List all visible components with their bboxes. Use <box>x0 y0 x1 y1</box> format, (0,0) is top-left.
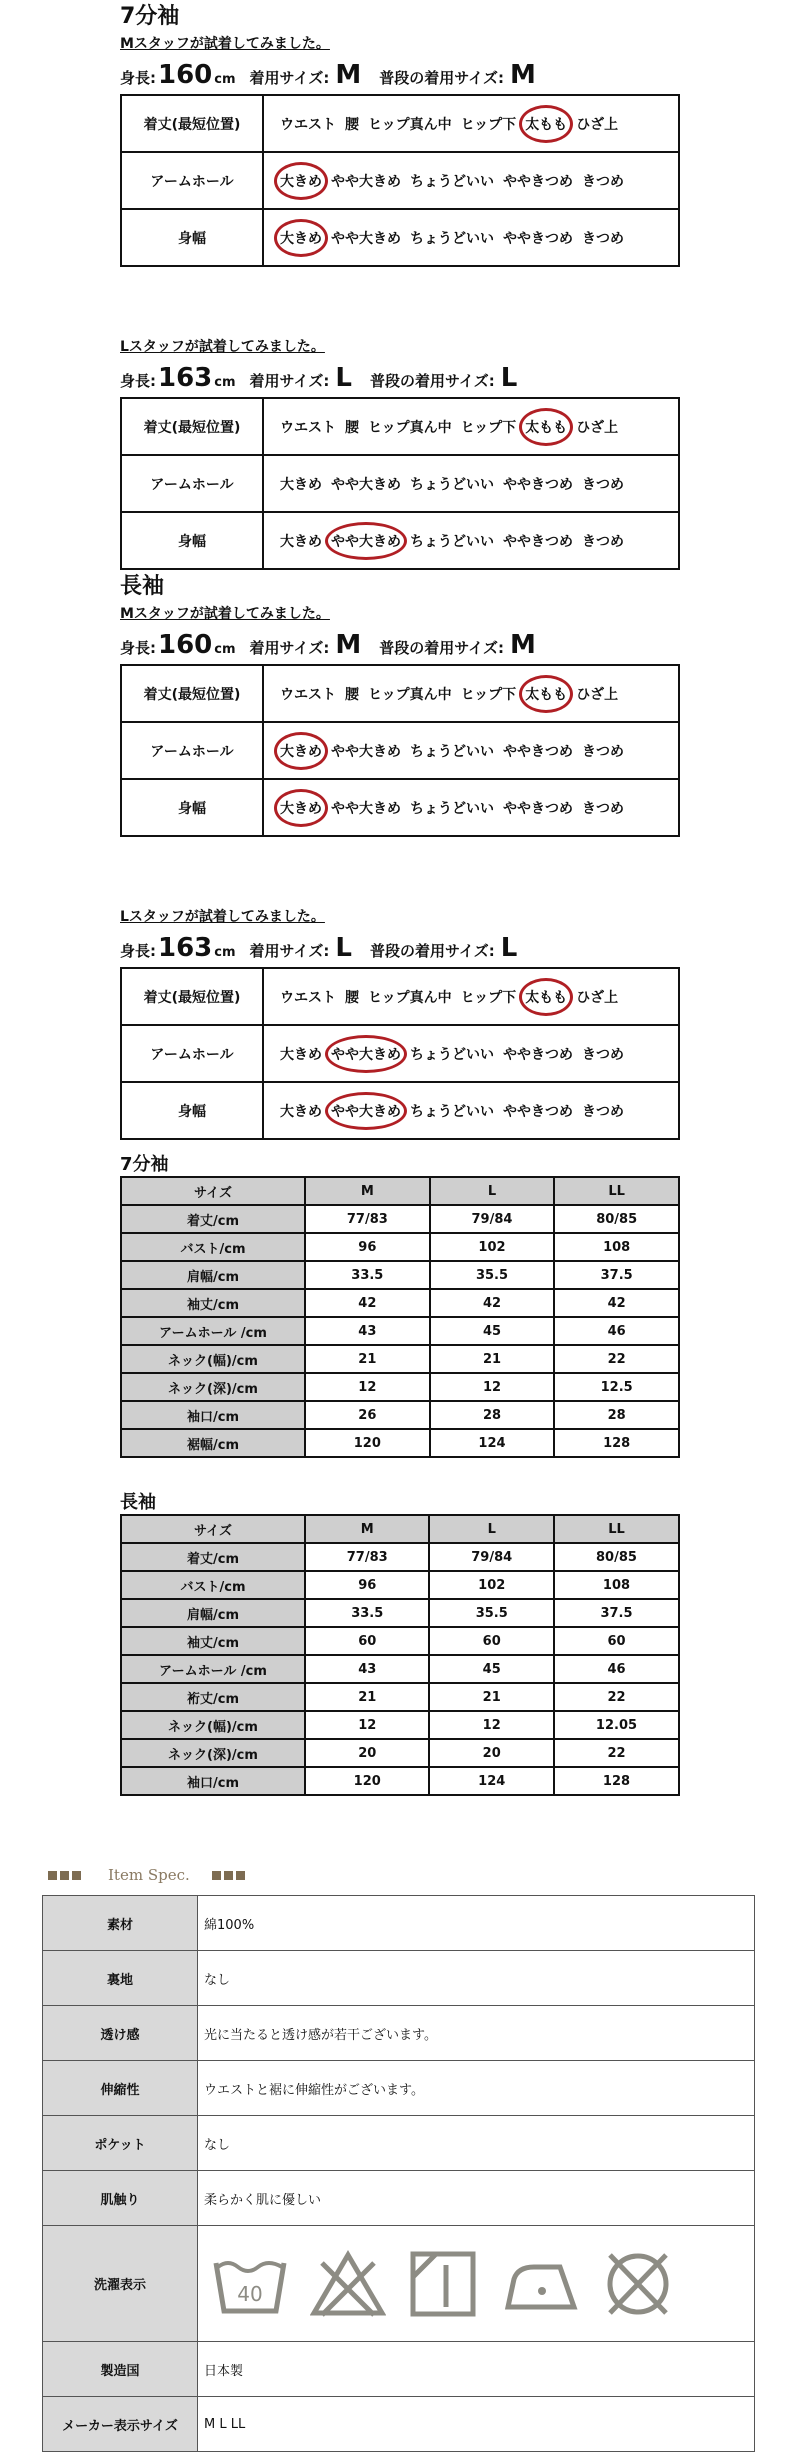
measure-header-cell: LL <box>554 1177 679 1205</box>
fit-options <box>263 1082 679 1139</box>
fit-row-label: アームホール <box>121 455 263 512</box>
height-line <box>120 626 680 664</box>
usual-label: 普段の着用サイズ: <box>379 69 505 87</box>
staff-title: Lスタッフが試着してみました。 <box>120 909 325 925</box>
spec-value: なし <box>198 2116 755 2171</box>
measure-cell: 35.5 <box>429 1599 553 1627</box>
measure-table-long <box>120 1514 680 1796</box>
spec-title: Item Spec. <box>108 1866 190 1884</box>
square-icon <box>72 1871 81 1880</box>
measure-cell: 12.05 <box>554 1711 679 1739</box>
fit-option: ちょうどいい <box>410 533 494 550</box>
spec-value: ウエストと裾に伸縮性がございます。 <box>198 2061 755 2116</box>
fit-row-label: 着丈(最短位置) <box>121 95 263 152</box>
fit-option: やや大きめ <box>331 743 401 760</box>
measure-cell: 12 <box>429 1711 553 1739</box>
height-unit: cm <box>214 945 236 960</box>
fit-option: ややきつめ <box>503 173 573 190</box>
wear-size: M <box>335 630 362 660</box>
fit-section <box>120 572 680 837</box>
fit-option: ややきつめ <box>503 533 573 550</box>
fit-options <box>263 779 679 836</box>
height-label: 身長: <box>120 639 156 657</box>
spec-row <box>43 2226 755 2342</box>
fit-options <box>263 968 679 1025</box>
spec-row <box>43 2006 755 2061</box>
fit-option: ヒップ真ん中 <box>368 989 452 1006</box>
measure-row <box>121 1401 679 1429</box>
measure-cell: 21 <box>305 1345 430 1373</box>
measure-row-label: 着丈/cm <box>121 1205 305 1233</box>
fit-option-selected: 太もも <box>525 417 567 437</box>
fit-options <box>263 1025 679 1082</box>
height-unit: cm <box>214 642 236 657</box>
measure-row-label: 袖丈/cm <box>121 1289 305 1317</box>
measure-row <box>121 1429 679 1457</box>
wear-label: 着用サイズ: <box>249 69 330 87</box>
measure-cell: 28 <box>554 1401 679 1429</box>
measure-table-7bu <box>120 1176 680 1458</box>
measure-cell: 20 <box>429 1739 553 1767</box>
measure-cell: 77/83 <box>305 1205 430 1233</box>
measure-cell: 33.5 <box>305 1599 429 1627</box>
fit-row <box>121 968 679 1025</box>
fit-option: ヒップ真ん中 <box>368 686 452 703</box>
staff-title: Mスタッフが試着してみました。 <box>120 36 330 52</box>
section-heading: 長袖 <box>120 574 165 599</box>
fit-option: やや大きめ <box>331 476 401 493</box>
fit-option: ひざ上 <box>576 686 619 703</box>
measure-cell: 42 <box>305 1289 430 1317</box>
measure-cell: 33.5 <box>305 1261 430 1289</box>
fit-option: ちょうどいい <box>410 1046 494 1063</box>
fit-table <box>120 94 680 267</box>
spec-label: 伸縮性 <box>43 2061 198 2116</box>
square-icon <box>60 1871 69 1880</box>
usual-size: L <box>500 363 518 393</box>
no-bleach-icon <box>310 2249 386 2319</box>
fit-row-label: 着丈(最短位置) <box>121 665 263 722</box>
fit-option-selected: 大きめ <box>280 741 322 761</box>
usual-size: L <box>500 933 518 963</box>
fit-option: ヒップ真ん中 <box>368 419 452 436</box>
care-icons <box>204 2249 754 2319</box>
measure-cell: 12 <box>430 1373 555 1401</box>
measure-row <box>121 1767 679 1795</box>
staff-title: Mスタッフが試着してみました。 <box>120 606 330 622</box>
fit-option: やや大きめ <box>331 173 401 190</box>
spec-label: 裏地 <box>43 1951 198 2006</box>
fit-option: 大きめ <box>280 1103 322 1120</box>
wear-label: 着用サイズ: <box>249 942 330 960</box>
spec-row <box>43 2171 755 2226</box>
height-unit: cm <box>214 72 236 87</box>
measure-row <box>121 1373 679 1401</box>
fit-option: ちょうどいい <box>410 800 494 817</box>
spec-row <box>43 2342 755 2397</box>
fit-option-selected: やや大きめ <box>331 1101 401 1121</box>
line-dry-icon <box>408 2249 478 2319</box>
square-icon <box>212 1871 221 1880</box>
fit-option: 大きめ <box>280 1046 322 1063</box>
wear-label: 着用サイズ: <box>249 639 330 657</box>
measure-cell: 43 <box>305 1655 429 1683</box>
measure-row-label: ネック(幅)/cm <box>121 1345 305 1373</box>
fit-row <box>121 398 679 455</box>
height-label: 身長: <box>120 372 156 390</box>
fit-row <box>121 722 679 779</box>
measure-row-label: 裾幅/cm <box>121 1429 305 1457</box>
measure-row-label: ネック(深)/cm <box>121 1739 305 1767</box>
measure-cell: 60 <box>429 1627 553 1655</box>
fit-option: ややきつめ <box>503 230 573 247</box>
fit-options <box>263 455 679 512</box>
fit-option: ちょうどいい <box>410 1103 494 1120</box>
height-value: 160 <box>158 60 213 90</box>
measure-row <box>121 1543 679 1571</box>
fit-option: 腰 <box>345 419 359 436</box>
measure-row <box>121 1345 679 1373</box>
measure-header-cell: L <box>430 1177 555 1205</box>
measure-row <box>121 1739 679 1767</box>
measure-row-label: バスト/cm <box>121 1233 305 1261</box>
section-spacer <box>120 875 680 905</box>
fit-row-label: アームホール <box>121 152 263 209</box>
fit-option: ややきつめ <box>503 476 573 493</box>
measure-row <box>121 1683 679 1711</box>
measure-cell: 42 <box>430 1289 555 1317</box>
spec-label: 製造国 <box>43 2342 198 2397</box>
section-heading: 7分袖 <box>120 4 180 29</box>
fit-row-label: 着丈(最短位置) <box>121 398 263 455</box>
fit-option: ちょうどいい <box>410 173 494 190</box>
measure-cell: 108 <box>554 1571 679 1599</box>
fit-option: 大きめ <box>280 533 322 550</box>
fit-option: 大きめ <box>280 476 322 493</box>
fit-row <box>121 455 679 512</box>
measure-cell: 22 <box>554 1345 679 1373</box>
fit-option: きつめ <box>582 743 624 760</box>
measure-cell: 22 <box>554 1739 679 1767</box>
fit-row <box>121 152 679 209</box>
fit-options <box>263 398 679 455</box>
spec-value: 光に当たると透け感が若干ございます。 <box>198 2006 755 2061</box>
fit-option: ウエスト <box>280 116 336 133</box>
spec-label: 肌触り <box>43 2171 198 2226</box>
measure-row-label: アームホール /cm <box>121 1655 305 1683</box>
fit-option: ややきつめ <box>503 1046 573 1063</box>
usual-label: 普段の着用サイズ: <box>369 942 495 960</box>
measure-row <box>121 1627 679 1655</box>
spec-header <box>48 1866 248 1884</box>
fit-option: きつめ <box>582 173 624 190</box>
spec-label: ポケット <box>43 2116 198 2171</box>
fit-row <box>121 665 679 722</box>
fit-section <box>120 2 680 267</box>
measure-row-label: アームホール /cm <box>121 1317 305 1345</box>
measure-row-label: 肩幅/cm <box>121 1599 305 1627</box>
height-value: 163 <box>158 363 213 393</box>
measure-cell: 21 <box>429 1683 553 1711</box>
height-unit: cm <box>214 375 236 390</box>
measure-cell: 21 <box>305 1683 429 1711</box>
usual-size: M <box>510 630 536 660</box>
fit-option: ヒップ下 <box>460 686 517 703</box>
measure-cell: 37.5 <box>554 1599 679 1627</box>
square-icon <box>224 1871 233 1880</box>
measure-cell: 80/85 <box>554 1543 679 1571</box>
spec-table <box>42 1895 755 2452</box>
fit-row <box>121 512 679 569</box>
measure-cell: 108 <box>554 1233 679 1261</box>
spec-value: 綿100% <box>198 1896 755 1951</box>
measure-row-label: 着丈/cm <box>121 1543 305 1571</box>
measure-row <box>121 1317 679 1345</box>
fit-option: 腰 <box>345 116 359 133</box>
measure-cell: 45 <box>429 1655 553 1683</box>
fit-option: きつめ <box>582 800 624 817</box>
measure-cell: 60 <box>554 1627 679 1655</box>
spec-value: 柔らかく肌に優しい <box>198 2171 755 2226</box>
measure-header-cell: M <box>305 1515 429 1543</box>
fit-option: きつめ <box>582 1046 624 1063</box>
height-value: 160 <box>158 630 213 660</box>
fit-row-label: 着丈(最短位置) <box>121 968 263 1025</box>
fit-row-label: 身幅 <box>121 779 263 836</box>
fit-option: ウエスト <box>280 419 336 436</box>
spec-label: メーカー表示サイズ <box>43 2397 198 2452</box>
measure-row <box>121 1599 679 1627</box>
measure-row-label: ネック(幅)/cm <box>121 1711 305 1739</box>
measure-row-label: 袖口/cm <box>121 1401 305 1429</box>
fit-options <box>263 665 679 722</box>
spec-row <box>43 2061 755 2116</box>
spec-label: 洗濯表示 <box>43 2226 198 2342</box>
measure-cell: 46 <box>554 1317 679 1345</box>
fit-option: ヒップ下 <box>460 419 517 436</box>
measure-cell: 12.5 <box>554 1373 679 1401</box>
wash-40-icon <box>212 2249 288 2319</box>
measure-cell: 79/84 <box>430 1205 555 1233</box>
measure-cell: 21 <box>430 1345 555 1373</box>
measure-cell: 37.5 <box>554 1261 679 1289</box>
fit-row-label: 身幅 <box>121 209 263 266</box>
measure-cell: 96 <box>305 1233 430 1261</box>
spec-row <box>43 1951 755 2006</box>
spec-row <box>43 2397 755 2452</box>
measure-header-cell: L <box>429 1515 553 1543</box>
measure-row <box>121 1711 679 1739</box>
spec-label: 透け感 <box>43 2006 198 2061</box>
measure-header-cell: サイズ <box>121 1177 305 1205</box>
fit-option-selected: やや大きめ <box>331 1044 401 1064</box>
measure-row-label: ネック(深)/cm <box>121 1373 305 1401</box>
fit-option: ヒップ真ん中 <box>368 116 452 133</box>
measure-cell: 28 <box>430 1401 555 1429</box>
measure-cell: 77/83 <box>305 1543 429 1571</box>
height-line <box>120 359 680 397</box>
spec-label: 素材 <box>43 1896 198 1951</box>
measure-row-label: 裄丈/cm <box>121 1683 305 1711</box>
fit-option: ちょうどいい <box>410 743 494 760</box>
fit-option: やや大きめ <box>331 230 401 247</box>
fit-option: ヒップ下 <box>460 989 517 1006</box>
measure-cell: 43 <box>305 1317 430 1345</box>
fit-option-selected: 大きめ <box>280 798 322 818</box>
wear-size: L <box>335 933 352 963</box>
fit-options <box>263 722 679 779</box>
fit-option: ややきつめ <box>503 800 573 817</box>
fit-row-label: 身幅 <box>121 512 263 569</box>
fit-option-selected: やや大きめ <box>331 531 401 551</box>
fit-options <box>263 512 679 569</box>
staff-title: Lスタッフが試着してみました。 <box>120 339 325 355</box>
measure-cell: 46 <box>554 1655 679 1683</box>
fit-option: ちょうどいい <box>410 476 494 493</box>
fit-section <box>120 305 680 570</box>
spec-value: なし <box>198 1951 755 2006</box>
fit-table <box>120 664 680 837</box>
fit-table <box>120 397 680 570</box>
iron-low-icon <box>500 2249 580 2319</box>
fit-option: きつめ <box>582 533 624 550</box>
measure-cell: 20 <box>305 1739 429 1767</box>
fit-option: ややきつめ <box>503 743 573 760</box>
measure-cell: 79/84 <box>429 1543 553 1571</box>
wear-size: L <box>335 363 352 393</box>
fit-option: ウエスト <box>280 989 336 1006</box>
wear-size: M <box>335 60 362 90</box>
spec-value: M L LL <box>198 2397 755 2452</box>
measure-row-label: バスト/cm <box>121 1571 305 1599</box>
measure-cell: 96 <box>305 1571 429 1599</box>
fit-section <box>120 875 680 1140</box>
care-icons-cell <box>198 2226 755 2342</box>
fit-row-label: アームホール <box>121 722 263 779</box>
measure-row <box>121 1289 679 1317</box>
fit-option: きつめ <box>582 476 624 493</box>
measure-cell: 60 <box>305 1627 429 1655</box>
fit-option: ちょうどいい <box>410 230 494 247</box>
fit-table <box>120 967 680 1140</box>
measure-title-long: 長袖 <box>120 1492 156 1513</box>
fit-option: きつめ <box>582 230 624 247</box>
usual-size: M <box>510 60 536 90</box>
measure-cell: 102 <box>430 1233 555 1261</box>
height-line <box>120 56 680 94</box>
spec-value: 日本製 <box>198 2342 755 2397</box>
section-spacer <box>120 305 680 335</box>
square-icon <box>236 1871 245 1880</box>
measure-row-label: 袖口/cm <box>121 1767 305 1795</box>
height-value: 163 <box>158 933 213 963</box>
spec-row <box>43 2116 755 2171</box>
measure-title-7bu: 7分袖 <box>120 1154 169 1175</box>
measure-row <box>121 1233 679 1261</box>
fit-option: ウエスト <box>280 686 336 703</box>
measure-header-cell: LL <box>554 1515 679 1543</box>
measure-cell: 26 <box>305 1401 430 1429</box>
fit-option-selected: 大きめ <box>280 228 322 248</box>
height-line <box>120 929 680 967</box>
measure-header-row <box>121 1177 679 1205</box>
measure-cell: 124 <box>429 1767 553 1795</box>
no-dryclean-icon <box>602 2249 674 2319</box>
fit-row <box>121 1025 679 1082</box>
square-icon <box>48 1871 57 1880</box>
spec-row <box>43 1896 755 1951</box>
measure-header-row <box>121 1515 679 1543</box>
measure-cell: 124 <box>430 1429 555 1457</box>
fit-option: ひざ上 <box>576 989 619 1006</box>
measure-cell: 128 <box>554 1429 679 1457</box>
fit-option: ややきつめ <box>503 1103 573 1120</box>
fit-option-selected: 太もも <box>525 684 567 704</box>
measure-row <box>121 1261 679 1289</box>
measure-cell: 12 <box>305 1373 430 1401</box>
fit-row-label: 身幅 <box>121 1082 263 1139</box>
measure-cell: 120 <box>305 1767 429 1795</box>
measure-row-label: 肩幅/cm <box>121 1261 305 1289</box>
wear-label: 着用サイズ: <box>249 372 330 390</box>
usual-label: 普段の着用サイズ: <box>369 372 495 390</box>
fit-option: 腰 <box>345 686 359 703</box>
fit-option: ひざ上 <box>576 419 619 436</box>
fit-row <box>121 779 679 836</box>
fit-row <box>121 209 679 266</box>
measure-cell: 102 <box>429 1571 553 1599</box>
measure-cell: 42 <box>554 1289 679 1317</box>
fit-option-selected: 太もも <box>525 114 567 134</box>
measure-row <box>121 1205 679 1233</box>
fit-option-selected: 太もも <box>525 987 567 1007</box>
fit-option: きつめ <box>582 1103 624 1120</box>
fit-options <box>263 209 679 266</box>
fit-option: ヒップ下 <box>460 116 517 133</box>
measure-header-cell: サイズ <box>121 1515 305 1543</box>
fit-option: 腰 <box>345 989 359 1006</box>
svg-text:40: 40 <box>237 2281 263 2306</box>
measure-cell: 120 <box>305 1429 430 1457</box>
height-label: 身長: <box>120 942 156 960</box>
fit-option: ひざ上 <box>576 116 619 133</box>
usual-label: 普段の着用サイズ: <box>379 639 505 657</box>
fit-row-label: アームホール <box>121 1025 263 1082</box>
measure-row-label: 袖丈/cm <box>121 1627 305 1655</box>
fit-options <box>263 152 679 209</box>
measure-row <box>121 1571 679 1599</box>
measure-cell: 80/85 <box>554 1205 679 1233</box>
fit-options <box>263 95 679 152</box>
fit-row <box>121 1082 679 1139</box>
measure-cell: 35.5 <box>430 1261 555 1289</box>
fit-option: やや大きめ <box>331 800 401 817</box>
measure-cell: 45 <box>430 1317 555 1345</box>
fit-row <box>121 95 679 152</box>
measure-header-cell: M <box>305 1177 430 1205</box>
fit-option-selected: 大きめ <box>280 171 322 191</box>
measure-row <box>121 1655 679 1683</box>
measure-cell: 22 <box>554 1683 679 1711</box>
height-label: 身長: <box>120 69 156 87</box>
measure-cell: 128 <box>554 1767 679 1795</box>
measure-cell: 12 <box>305 1711 429 1739</box>
